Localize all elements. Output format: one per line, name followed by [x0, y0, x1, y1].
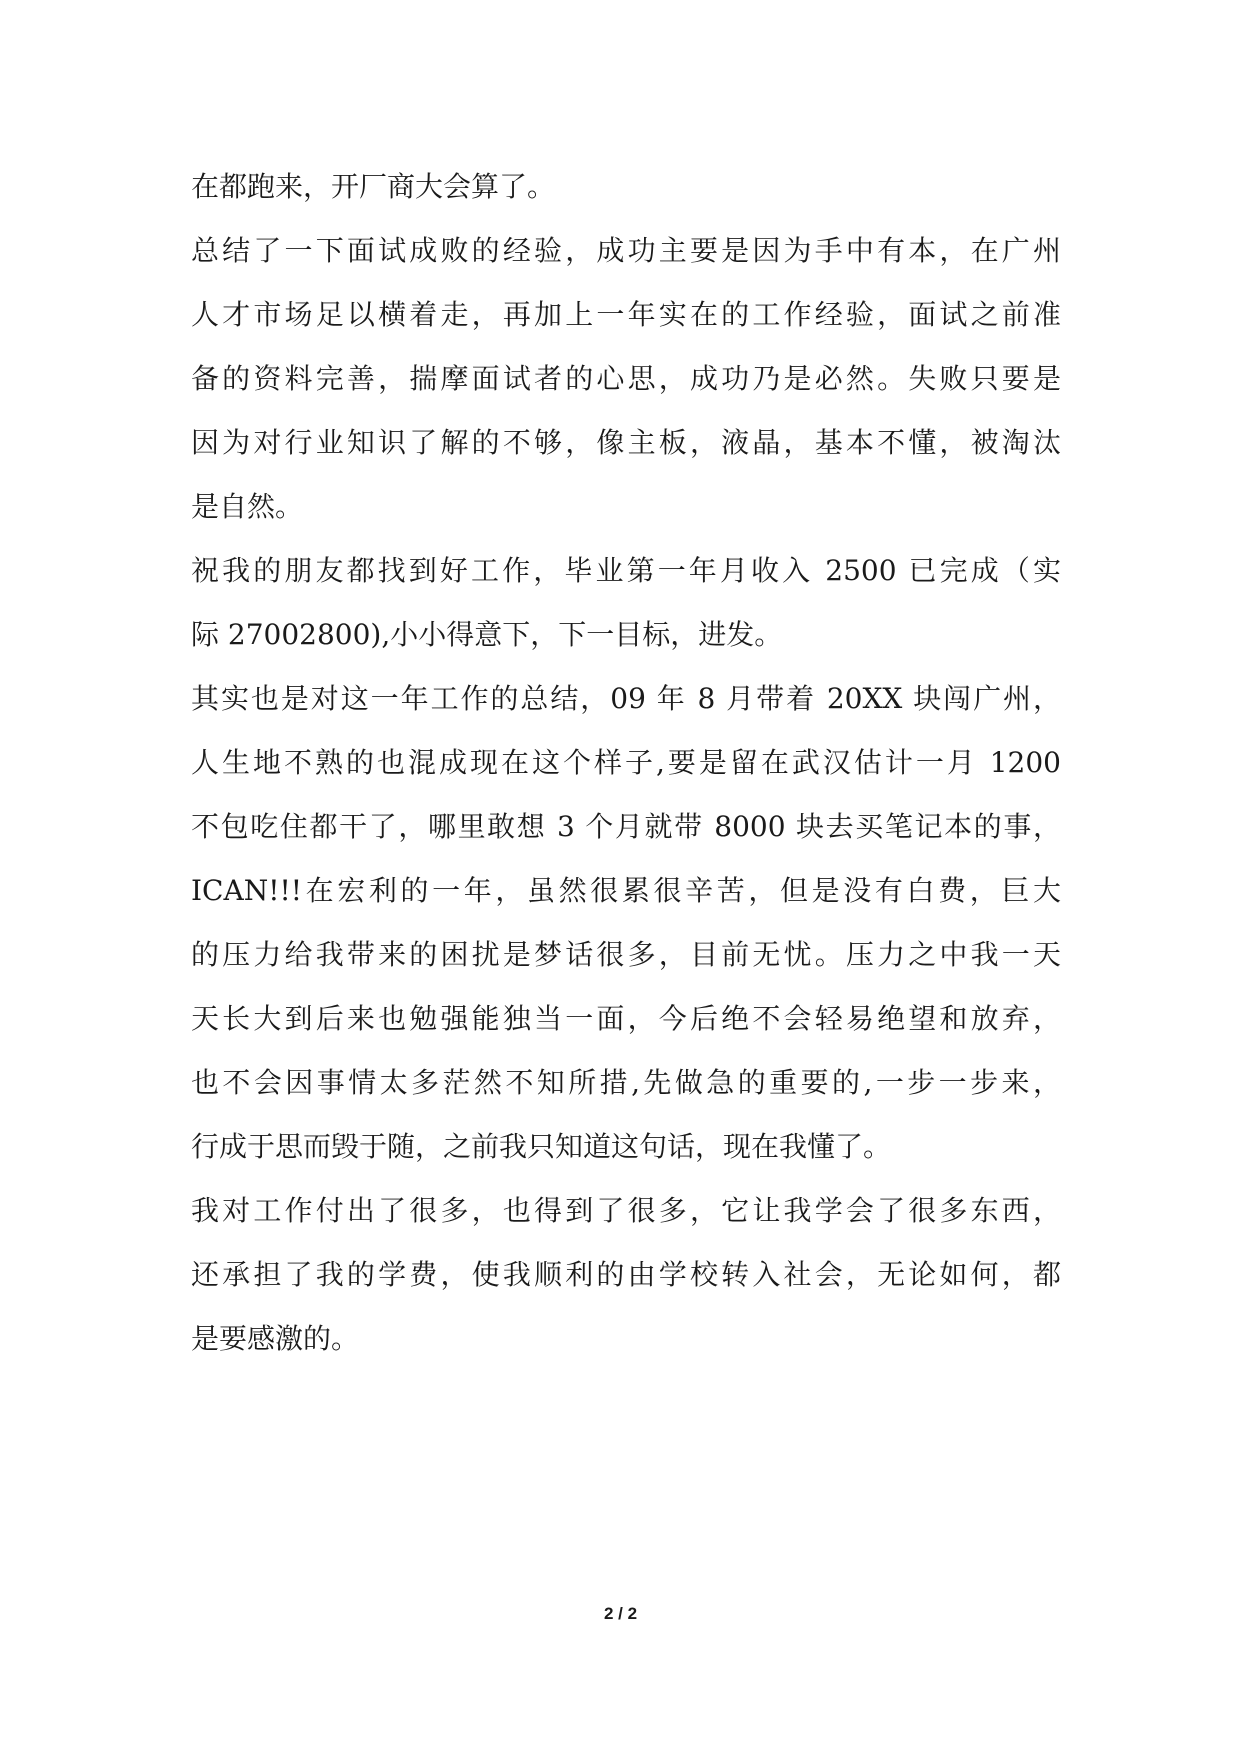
- text-line: 的压力给我带来的困扰是梦话很多，目前无忧。压力之中我一天: [191, 938, 1061, 971]
- text-line: 不包吃住都干了，哪里敢想 3 个月就带 8000 块去买笔记本的事，: [191, 810, 1061, 843]
- text-line: 备的资料完善，揣摩面试者的心思，成功乃是必然。失败只要是: [191, 362, 1061, 395]
- text-line: 我对工作付出了很多，也得到了很多，它让我学会了很多东西，: [191, 1194, 1061, 1227]
- text-line: 是自然。: [191, 490, 304, 523]
- text-line: 际 27002800),小小得意下，下一目标，进发。: [191, 618, 783, 651]
- text-line: 因为对行业知识了解的不够，像主板，液晶，基本不懂，被淘汰: [191, 426, 1061, 459]
- text-line: 也不会因事情太多茫然不知所措,先做急的重要的,一步一步来，: [191, 1066, 1061, 1099]
- body-text: [191, 155, 1061, 1371]
- text-line: 还承担了我的学费，使我顺利的由学校转入社会，无论如何，都: [191, 1258, 1061, 1291]
- text-line: 天长大到后来也勉强能独当一面，今后绝不会轻易绝望和放弃，: [191, 1002, 1061, 1035]
- text-line: 祝我的朋友都找到好工作，毕业第一年月收入 2500 已完成（实: [191, 554, 1061, 587]
- text-line: 在都跑来，开厂商大会算了。: [191, 170, 556, 203]
- page-number: 2 / 2: [603, 1604, 638, 1623]
- text-line: 人才市场足以横着走，再加上一年实在的工作经验，面试之前准: [191, 298, 1061, 331]
- text-line: 行成于思而毁于随，之前我只知道这句话，现在我懂了。: [191, 1130, 892, 1163]
- text-line: ICAN!!!在宏利的一年，虽然很累很辛苦，但是没有白费，巨大: [191, 874, 1061, 907]
- text-line: 人生地不熟的也混成现在这个样子,要是留在武汉估计一月 1200: [191, 746, 1061, 779]
- text-line: 其实也是对这一年工作的总结，09 年 8 月带着 20XX 块闯广州，: [191, 682, 1061, 715]
- text-line: 是要感激的。: [191, 1322, 360, 1355]
- text-line: 总结了一下面试成败的经验，成功主要是因为手中有本，在广州: [191, 234, 1061, 267]
